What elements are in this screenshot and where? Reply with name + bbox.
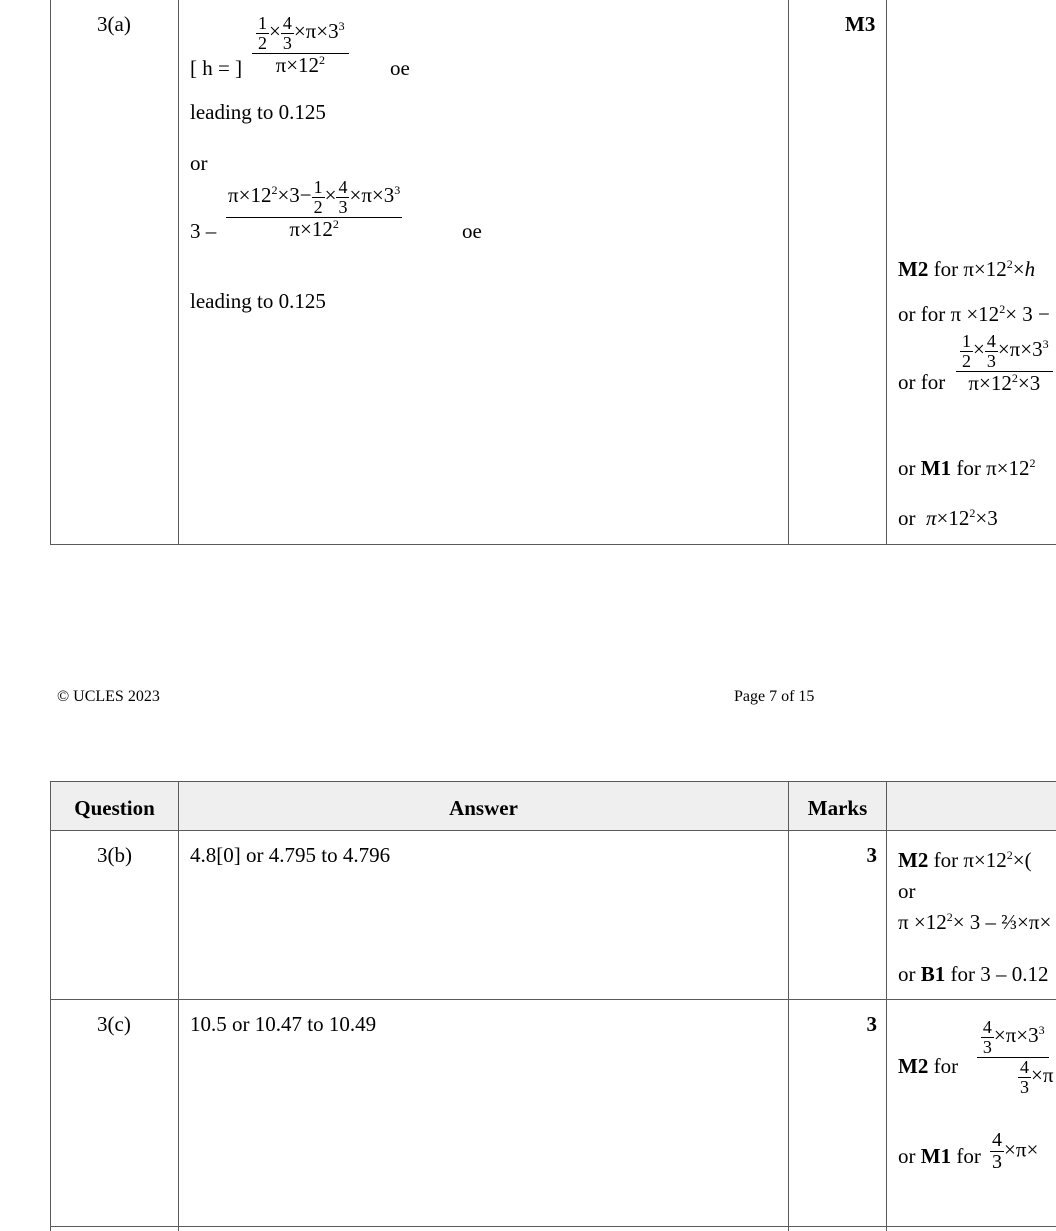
page-number: Page 7 of 15	[734, 688, 815, 705]
marks-3b: 3	[866, 843, 877, 867]
partial-3c-m1-formula: $\frac{4}{3}$ ×π×	[992, 1129, 1039, 1173]
formula-h: $\frac{1}{2}$ × $\frac{4}{3}$ $\times\pi\times 3^3$ $\pi\times 12^2$	[252, 14, 349, 76]
h-prefix: [ h = ]	[190, 56, 243, 80]
partial-3b-m2: M2 for $\pi\times 12^2\times$(	[898, 848, 1032, 872]
header-question: Question	[74, 796, 155, 820]
partial-or-for-2-formula: $\frac{1}{2}$ × $\frac{4}{3}$ $\times\pi\times 3^3$ $\pi\times 12^2\times 3$	[956, 332, 1053, 394]
formula-3-minus: $\pi\times 12^2\times 3-$ $\frac{1}{2}$ × $\frac{4}{3}$ $\times\pi\times 3^3$ $\pi\times 12^2$	[228, 177, 401, 241]
partial-or-m1: or M1 for $\pi\times 12^2$	[898, 456, 1036, 480]
header-answer: Answer	[449, 796, 518, 820]
partial-3b-expr: $\pi \times 12^2\times 3$ – ⅔×π×	[898, 910, 1052, 934]
leading-text-1: leading to 0.125	[190, 100, 326, 124]
question-label-3a: 3(a)	[97, 12, 131, 36]
partial-m2: M2 for $\pi\times 12^2\times h$	[898, 257, 1036, 281]
answer-3b: 4.8[0] or 4.795 to 4.796	[190, 843, 391, 867]
answer-3c: 10.5 or 10.47 to 10.49	[190, 1012, 377, 1036]
partial-or-2: or $\pi\times 12^2\times 3$	[898, 506, 998, 530]
partial-3b-b1: or B1 for 3 – 0.12	[898, 962, 1049, 986]
leading-text-2: leading to 0.125	[190, 289, 326, 313]
or-text: or	[190, 151, 208, 175]
partial-3c-m1-label: or M1 for	[898, 1144, 981, 1168]
marks-3a: M3	[845, 12, 876, 36]
partial-or-for-1: or for $\pi \times 12^2\times 3$ −	[898, 302, 1050, 326]
marks-3c: 3	[866, 1012, 877, 1036]
question-label-3c: 3(c)	[97, 1012, 131, 1036]
partial-3c-m2-label: M2 for	[898, 1054, 959, 1078]
oe-label-1: oe	[390, 56, 410, 80]
oe-label-2: oe	[462, 219, 482, 243]
copyright-text: © UCLES 2023	[57, 688, 160, 705]
partial-or-for-2-label: or for	[898, 370, 946, 394]
question-label-3b: 3(b)	[97, 843, 132, 867]
partial-3b-or: or	[898, 879, 916, 903]
partial-3c-m2-formula: $\frac{4}{3}$ $\times\pi\times 3^3$ $\frac{4}{3}$ ×π	[970, 1018, 1055, 1097]
three-minus: 3 –	[190, 219, 217, 243]
header-marks: Marks	[807, 796, 868, 820]
